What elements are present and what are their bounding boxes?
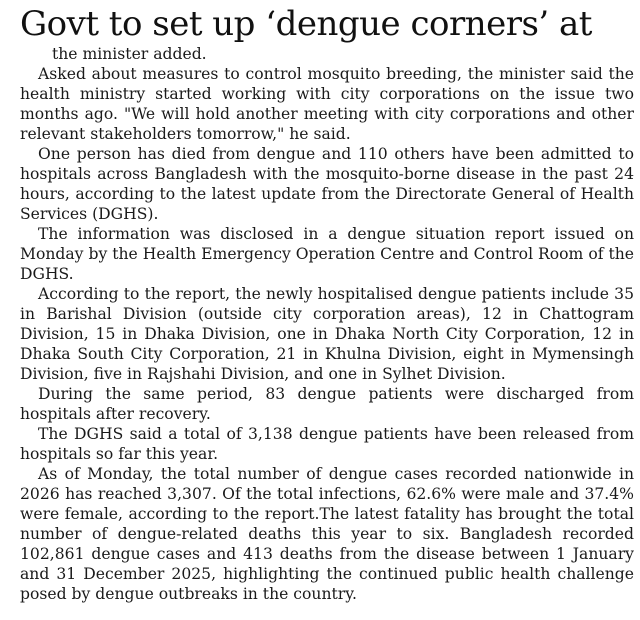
article-paragraph: the minister added. (52, 45, 207, 63)
article-paragraph: One person has died from dengue and 110 others have been admitted to hospitals across Bangladesh with the mosquito-borne disease in the past 24 hours, according to the latest update from the Directorate General of Health Services (DGHS). (20, 145, 634, 223)
headline: Govt to set up ‘dengue corners’ at (20, 4, 592, 44)
article-paragraph: According to the report, the newly hospitalised dengue patients include 35 in Barishal Division (outside city corporation areas), 12 in Chattogram Division, 15 in Dhaka Division, one in Dhaka North City Corporation, 12 in Dhaka South City Corporation, 21 in Khulna Division, eight in Mymensingh Division, five in Rajshahi Division, and one in Sylhet Division. (20, 285, 634, 383)
article-body (20, 44, 634, 604)
article-paragraph: Asked about measures to control mosquito breeding, the minister said the health ministry started working with city corporations on the issue two months ago. "We will hold another meeting with city corporations and other relevant stakeholders tomorrow," he said. (20, 65, 634, 143)
article-paragraph: During the same period, 83 dengue patients were discharged from hospitals after recovery. (20, 385, 634, 423)
article-paragraph: As of Monday, the total number of dengue cases recorded nationwide in 2026 has reached 3,307. Of the total infections, 62.6% were male and 37.4% were female, according to the report.The latest fatality has brought the total number of dengue-related deaths this year to six. Bangladesh recorded 102,861 dengue cases and 413 deaths from the disease between 1 January and 31 December 2025, highlighting the continued public health challenge posed by dengue outbreaks in the country. (20, 465, 634, 603)
article-paragraph: The DGHS said a total of 3,138 dengue patients have been released from hospitals so far this year. (20, 425, 634, 463)
article-paragraph: The information was disclosed in a dengue situation report issued on Monday by the Health Emergency Operation Centre and Control Room of the DGHS. (20, 225, 634, 283)
